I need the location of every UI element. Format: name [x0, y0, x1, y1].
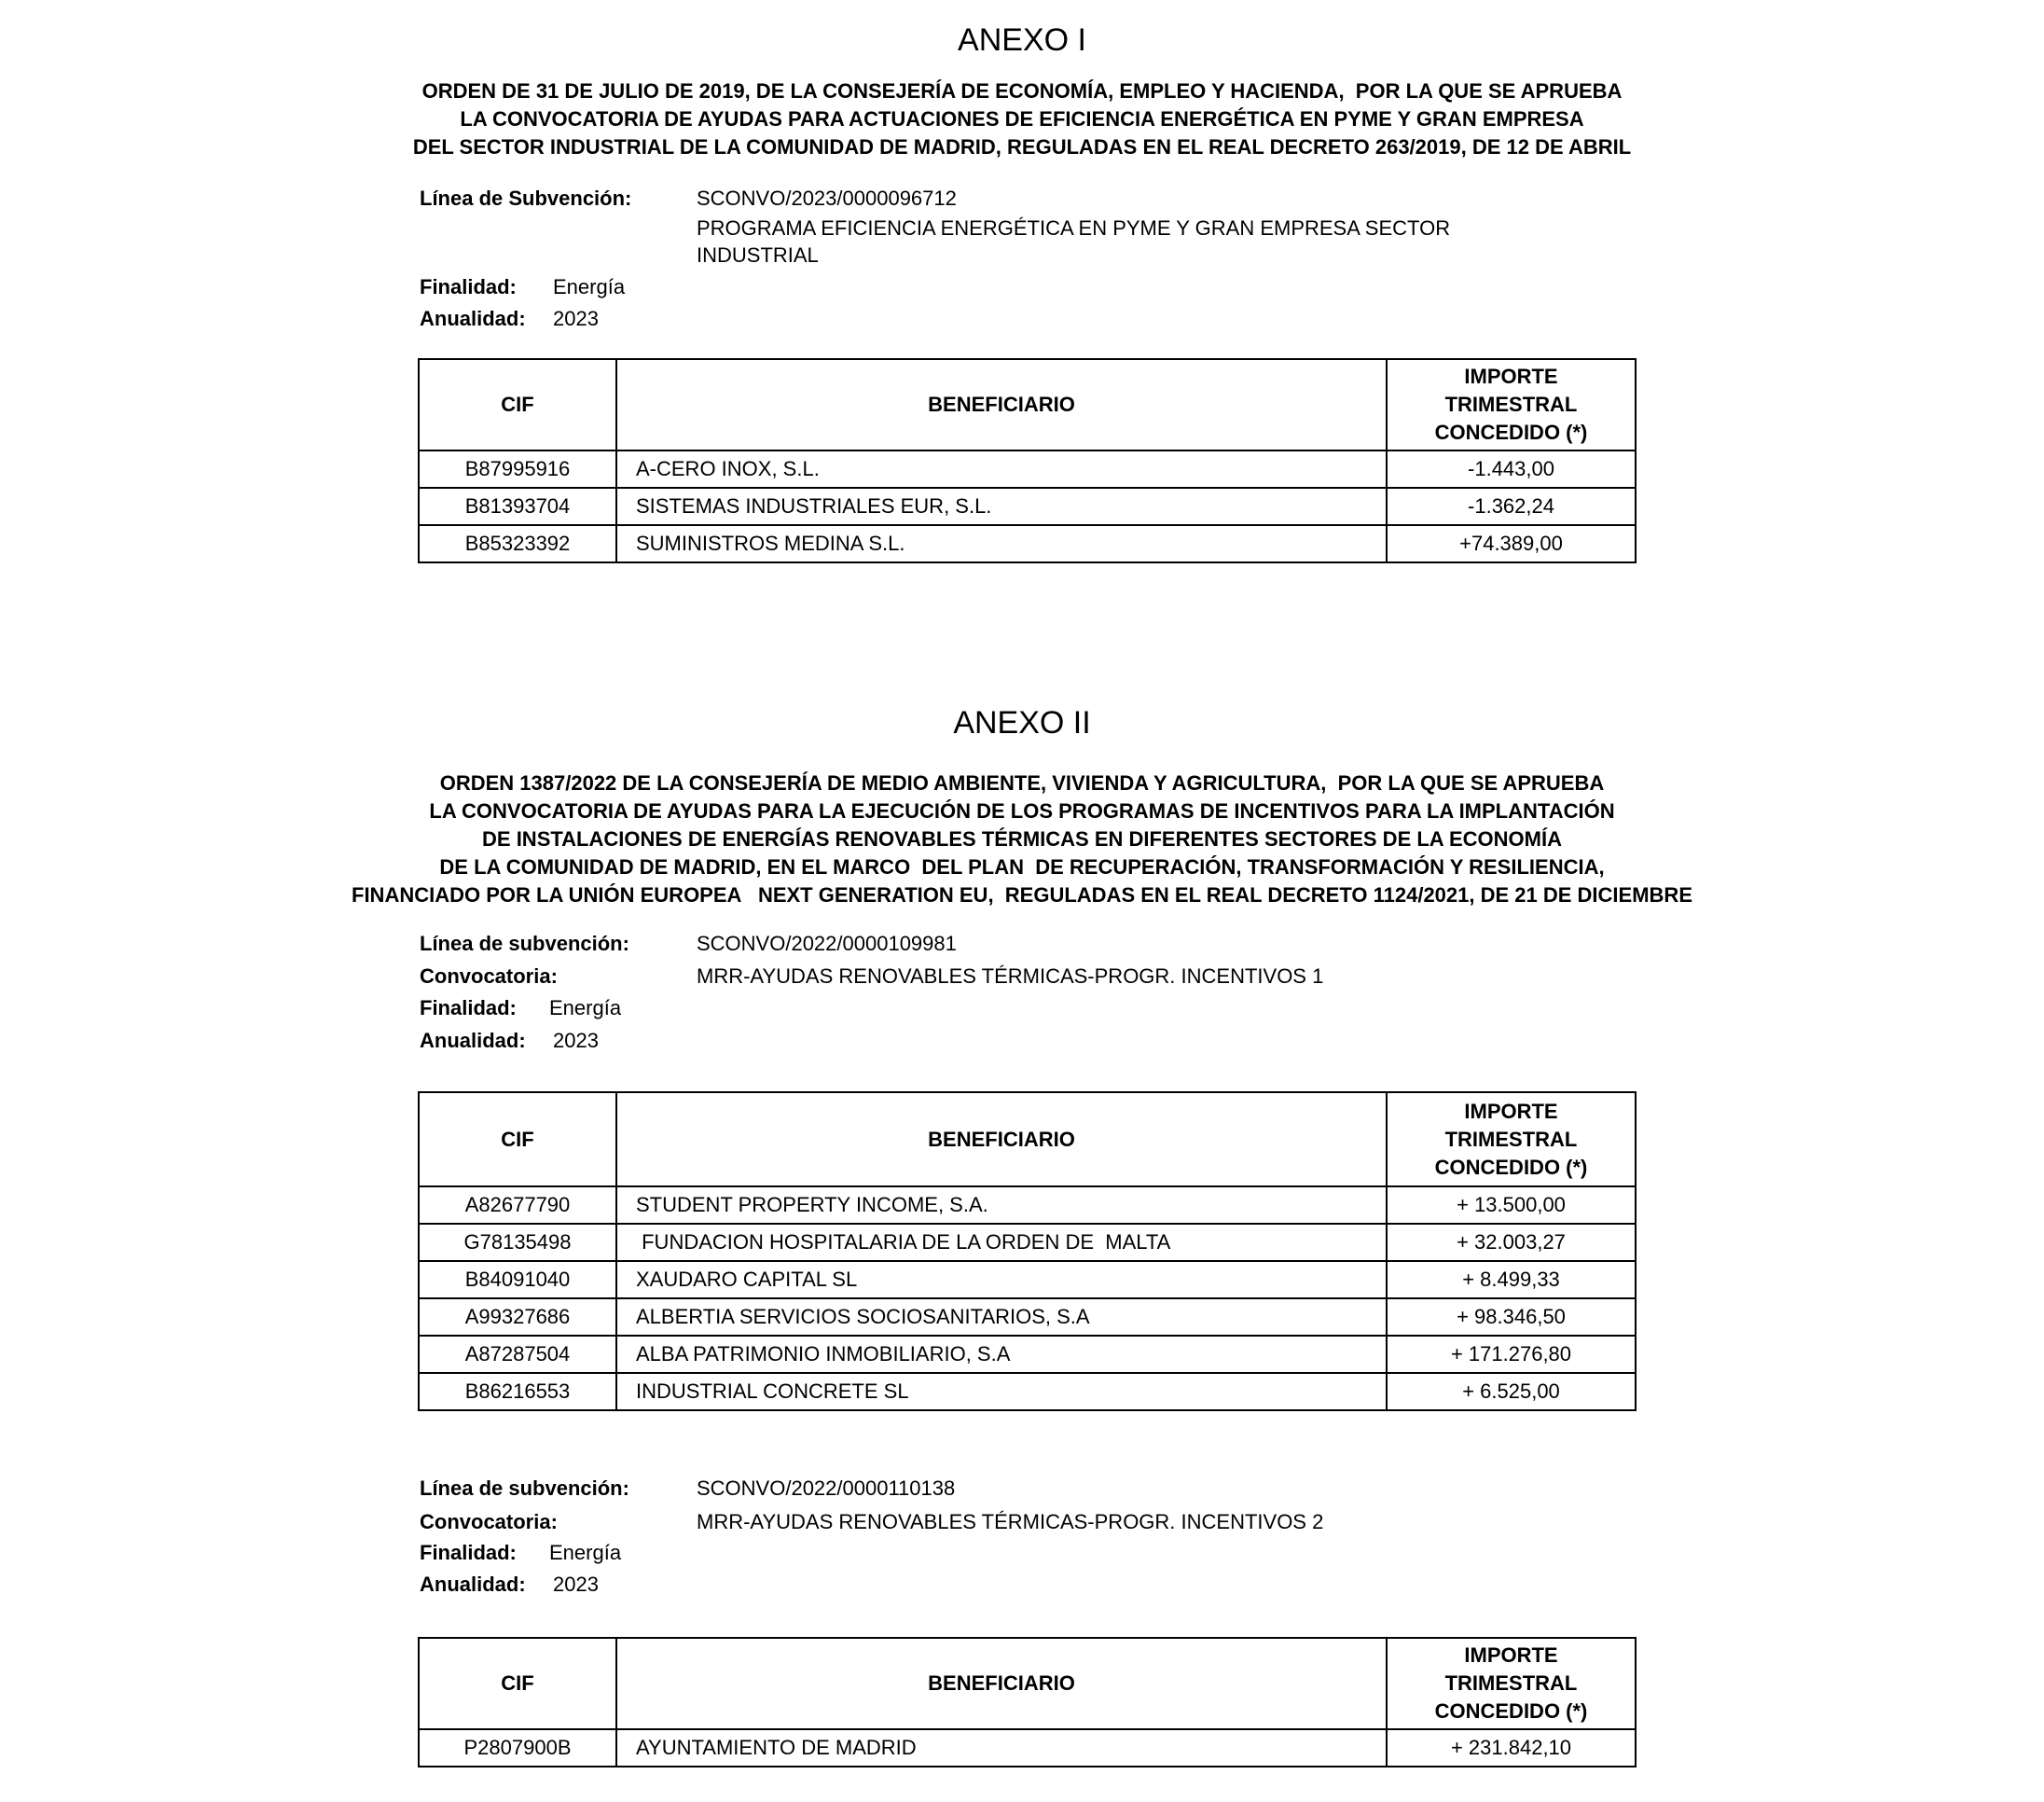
table-row: [419, 1336, 1636, 1373]
cif-cell: G78135498: [419, 1224, 616, 1261]
heading-line: LA CONVOCATORIA DE AYUDAS PARA ACTUACIONES DE EFICIENCIA ENERGÉTICA EN PYME Y GRAN EMPRESA: [460, 107, 1584, 131]
cif-cell: B85323392: [419, 525, 616, 562]
finalidad-value: Energía: [549, 996, 622, 1019]
beneficiario-cell: STUDENT PROPERTY INCOME, S.A.: [616, 1186, 1387, 1224]
header-beneficiario: BENEFICIARIO: [616, 1092, 1387, 1186]
table-row: [419, 1729, 1636, 1767]
anexo-2-title: ANEXO II: [953, 705, 1091, 741]
cif-cell: B81393704: [419, 488, 616, 525]
table-header-row: [419, 1638, 1636, 1729]
convocatoria-value: MRR-AYUDAS RENOVABLES TÉRMICAS-PROGR. INCENTIVOS 2: [697, 1510, 1324, 1533]
anualidad-label: Anualidad:: [420, 1573, 526, 1596]
beneficiarios-table: [418, 1637, 1637, 1767]
anexo-1-title: ANEXO I: [958, 22, 1086, 58]
anexo-2-heading: [0, 769, 2044, 909]
convocatoria-value: MRR-AYUDAS RENOVABLES TÉRMICAS-PROGR. INCENTIVOS 1: [697, 964, 1324, 988]
importe-cell: + 8.499,33: [1387, 1261, 1636, 1298]
header-cif: CIF: [419, 1092, 616, 1186]
table-header-row: [419, 1092, 1636, 1186]
finalidad-label: Finalidad:: [420, 996, 517, 1019]
heading-line: ORDEN 1387/2022 DE LA CONSEJERÍA DE MEDIO AMBIENTE, VIVIENDA Y AGRICULTURA, POR LA QUE SE APRUEBA: [439, 771, 1605, 795]
table-row: [419, 525, 1636, 562]
anualidad-value: 2023: [553, 1573, 599, 1596]
table-row: [419, 1224, 1636, 1261]
header-cif: CIF: [419, 1638, 616, 1729]
header-beneficiario: BENEFICIARIO: [616, 1638, 1387, 1729]
heading-line: ORDEN DE 31 DE JULIO DE 2019, DE LA CONSEJERÍA DE ECONOMÍA, EMPLEO Y HACIENDA, POR LA QUE SE APRUEBA: [421, 79, 1623, 103]
beneficiario-cell: ALBA PATRIMONIO INMOBILIARIO, S.A: [616, 1336, 1387, 1373]
importe-cell: -1.443,00: [1387, 450, 1636, 488]
header-cif: CIF: [419, 359, 616, 450]
beneficiario-cell: FUNDACION HOSPITALARIA DE LA ORDEN DE MALTA: [616, 1224, 1387, 1261]
beneficiario-cell: XAUDARO CAPITAL SL: [616, 1261, 1387, 1298]
table-row: [419, 488, 1636, 525]
linea-label: Línea de Subvención:: [420, 187, 632, 210]
convocatoria-label: Convocatoria:: [420, 1510, 558, 1533]
beneficiario-cell: A-CERO INOX, S.L.: [616, 450, 1387, 488]
header-importe: IMPORTE TRIMESTRAL CONCEDIDO (*): [1387, 1092, 1636, 1186]
linea-value: SCONVO/2023/0000096712: [697, 187, 957, 210]
beneficiarios-table: [418, 358, 1637, 563]
anualidad-value: 2023: [553, 1029, 599, 1052]
importe-cell: + 231.842,10: [1387, 1729, 1636, 1767]
beneficiario-cell: SISTEMAS INDUSTRIALES EUR, S.L.: [616, 488, 1387, 525]
programa-line: INDUSTRIAL: [697, 243, 819, 267]
linea-value: SCONVO/2022/0000110138: [697, 1476, 956, 1500]
heading-line: LA CONVOCATORIA DE AYUDAS PARA LA EJECUCIÓN DE LOS PROGRAMAS DE INCENTIVOS PARA LA IMPLANTACIÓN: [429, 799, 1615, 823]
heading-line: DE LA COMUNIDAD DE MADRID, EN EL MARCO DEL PLAN DE RECUPERACIÓN, TRANSFORMACIÓN Y RESILIENCIA,: [439, 855, 1605, 879]
heading-line: FINANCIADO POR LA UNIÓN EUROPEA NEXT GENERATION EU, REGULADAS EN EL REAL DECRETO 1124/2021, DE 21 DE DICIEMBRE: [352, 883, 1692, 907]
finalidad-label: Finalidad:: [420, 1541, 517, 1564]
importe-cell: + 32.003,27: [1387, 1224, 1636, 1261]
heading-line: DEL SECTOR INDUSTRIAL DE LA COMUNIDAD DE MADRID, REGULADAS EN EL REAL DECRETO 263/2019, DE 12 DE ABRIL: [412, 135, 1632, 159]
cif-cell: B86216553: [419, 1373, 616, 1410]
cif-cell: B84091040: [419, 1261, 616, 1298]
cif-cell: A99327686: [419, 1298, 616, 1336]
finalidad-value: Energía: [553, 275, 626, 298]
importe-cell: +74.389,00: [1387, 525, 1636, 562]
beneficiario-cell: ALBERTIA SERVICIOS SOCIOSANITARIOS, S.A: [616, 1298, 1387, 1336]
table-row: [419, 1186, 1636, 1224]
beneficiario-cell: AYUNTAMIENTO DE MADRID: [616, 1729, 1387, 1767]
importe-cell: -1.362,24: [1387, 488, 1636, 525]
table-row: [419, 1261, 1636, 1298]
beneficiario-cell: INDUSTRIAL CONCRETE SL: [616, 1373, 1387, 1410]
importe-cell: + 171.276,80: [1387, 1336, 1636, 1373]
anualidad-value: 2023: [553, 307, 599, 330]
linea-label: Línea de subvención:: [420, 932, 629, 955]
importe-cell: + 6.525,00: [1387, 1373, 1636, 1410]
table-row: [419, 450, 1636, 488]
anexo-1-heading: [0, 77, 2044, 161]
anualidad-label: Anualidad:: [420, 1029, 526, 1052]
table-header-row: [419, 359, 1636, 450]
importe-cell: + 98.346,50: [1387, 1298, 1636, 1336]
programa-line: PROGRAMA EFICIENCIA ENERGÉTICA EN PYME Y GRAN EMPRESA SECTOR: [697, 216, 1451, 240]
linea-label: Línea de subvención:: [420, 1476, 629, 1500]
importe-cell: + 13.500,00: [1387, 1186, 1636, 1224]
linea-value: SCONVO/2022/0000109981: [697, 932, 957, 955]
cif-cell: A82677790: [419, 1186, 616, 1224]
cif-cell: A87287504: [419, 1336, 616, 1373]
header-importe: IMPORTE TRIMESTRAL CONCEDIDO (*): [1387, 1638, 1636, 1729]
table-row: [419, 1373, 1636, 1410]
finalidad-value: Energía: [549, 1541, 622, 1564]
header-beneficiario: BENEFICIARIO: [616, 359, 1387, 450]
anualidad-label: Anualidad:: [420, 307, 526, 330]
finalidad-label: Finalidad:: [420, 275, 517, 298]
cif-cell: B87995916: [419, 450, 616, 488]
heading-line: DE INSTALACIONES DE ENERGÍAS RENOVABLES TÉRMICAS EN DIFERENTES SECTORES DE LA ECONOMÍA: [482, 827, 1562, 851]
header-importe: IMPORTE TRIMESTRAL CONCEDIDO (*): [1387, 359, 1636, 450]
cif-cell: P2807900B: [419, 1729, 616, 1767]
beneficiario-cell: SUMINISTROS MEDINA S.L.: [616, 525, 1387, 562]
beneficiarios-table: [418, 1091, 1637, 1411]
table-row: [419, 1298, 1636, 1336]
convocatoria-label: Convocatoria:: [420, 964, 558, 988]
